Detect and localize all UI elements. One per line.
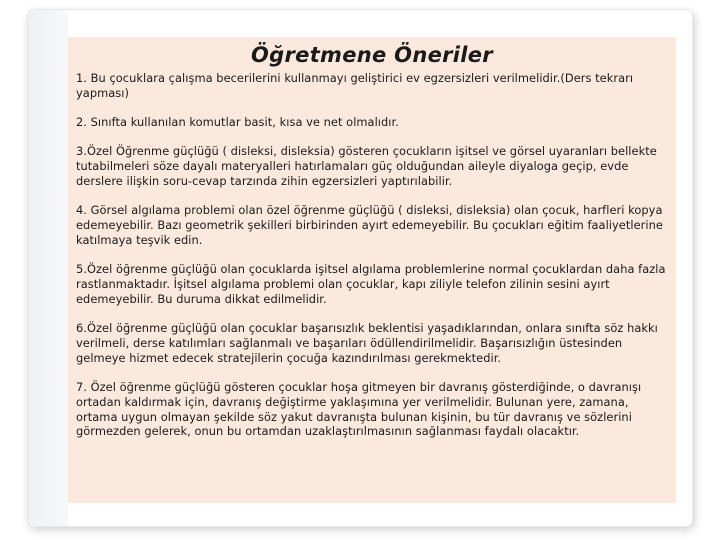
recommendation-item-5: 5.Özel öğrenme güçlüğü olan çocuklarda işitsel algılama problemlerine normal çocuklardan daha fazla rastlanmaktadır. İşitsel algılama problemi olan çocuklar, kapı ziliyle telefon zilinin sesini ayırt edemeyebilir. Bu duruma dikkat edilmelidir. [76,262,666,306]
recommendation-item-1: 1. Bu çocuklara çalışma becerilerini kullanmayı geliştirici ev egzersizleri verilmelidir.(Ders tekrarı yapması) [76,71,634,100]
slide-content-box [68,37,676,503]
slide-left-bar [28,10,68,526]
recommendation-item-7: 7. Özel öğrenme güçlüğü gösteren çocuklar hoşa gitmeyen bir davranış gösterdiğinde, o davranışı ortadan kaldırmak için, davranış değiştirme yaklaşımına yer verilmelidir. Bulunan yere, zamana, ortama uygun olmayan şekilde söz yakut davranışta bulunan kişinin, bu tür davranış ve sözlerini görmezden gelerek, onun bu ortamdan uzaklaştırılmasının sağlanması faydalı olacaktır. [76,379,642,439]
recommendation-item-3: 3.Özel Öğrenme güçlüğü ( disleksi, disleksia) gösteren çocukların işitsel ve görsel uyaranları bellekte tutabilmeleri söze dayalı materyalleri hatırlamaları güç olduğundan aileyle diyaloga geçip, evde derslere ilişkin soru-cevap tarzında zihin egzersizleri yaptırılabilir. [76,144,657,188]
slide-title: Öğretmene Öneriler [251,43,493,67]
recommendation-item-2: 2. Sınıfta kullanılan komutlar basit, kısa ve net olmalıdır. [76,115,399,130]
recommendation-item-6: 6.Özel öğrenme güçlüğü olan çocuklar başarısızlık beklentisi yaşadıklarından, onlara sınıfta söz hakkı verilmeli, derse katılımları sağlanmalı ve başarıları ödüllendirilmelidir. Başarısızlığın üstesinden gelmeye hizmet edecek stratejilerin çocuğa kazındırılması gerekmektedir. [76,321,658,365]
recommendation-list [76,71,672,454]
recommendation-item-4: 4. Görsel algılama problemi olan özel öğrenme güçlüğü ( disleksi, disleksia) olan çocuk, harfleri kopya edemeyebilir. Bazı geometrik şekilleri birbirinden ayırt edemeyebilir. Bu çocukları eğitim faaliyetlerine katılmaya teşvik edin. [76,203,663,247]
